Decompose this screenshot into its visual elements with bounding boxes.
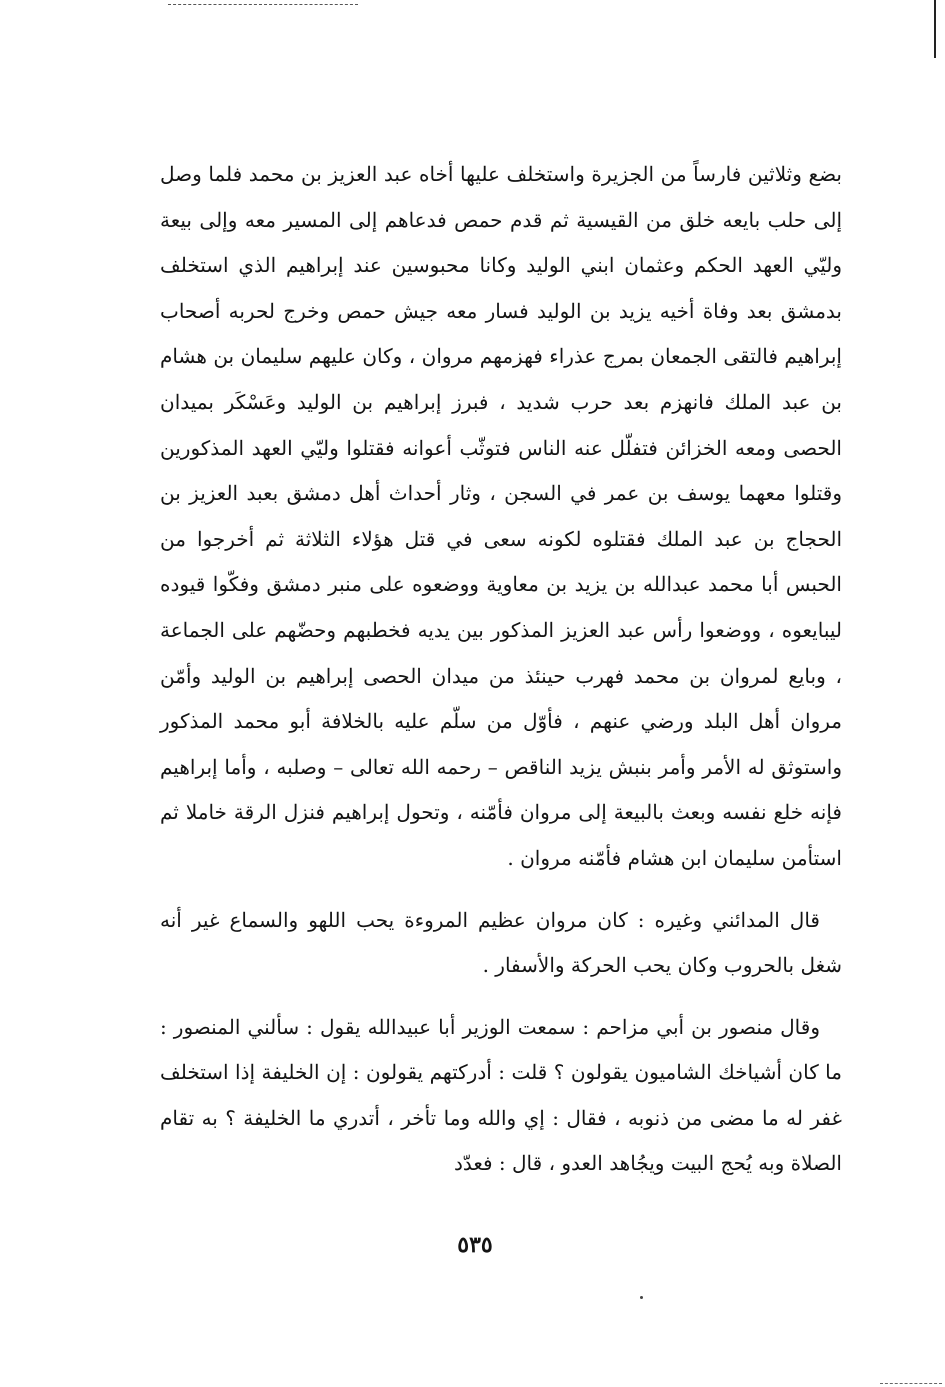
bottom-dashed-rule	[880, 1383, 942, 1384]
paragraph-2: قال المدائني وغيره : كان مروان عظيم المروءة يحب اللهو والسماع غير أنه شغل بالحروب وكان يحب الحركة والأسفار .	[160, 907, 842, 978]
page-body	[160, 152, 842, 1187]
print-speck	[640, 1296, 643, 1299]
top-dashed-rule	[168, 4, 358, 5]
page-edge-mark	[934, 0, 936, 58]
paragraph-1: بضع وثلاثين فارساً من الجزيرة واستخلف عليها أخاه عبد العزيز بن محمد فلما وصل إلى حلب بايعه خلق من القيسية ثم قدم حمص فدعاهم إلى المسير معه وإلى بيعة وليّي العهد الحكم وعثمان ابني الوليد وكانا محبوسين عند إبراهيم الذي استخلف بدمشق بعد وفاة أخيه يزيد بن الوليد فسار معه جيش حمص وخرج لحربه أصحاب إبراهيم فالتقى الجمعان بمرج عذراء فهزمهم مروان ، وكان عليهم سليمان بن هشام بن عبد الملك فانهزم بعد حرب شديد ، فبرز إبراهيم بن الوليد وعَسْكَر بميدان الحصى ومعه الخزائن فتفلّل عنه الناس فتوثّب أعوانه فقتلوا وليّي العهد المذكورين وقتلوا معهما يوسف بن عمر في السجن ، وثار أحداث أهل دمشق بعبد العزيز بن الحجاج بن عبد الملك فقتلوه لكونه سعى في قتل هؤلاء الثلاثة ثم أخرجوا من الحبس أبا محمد عبدالله بن يزيد بن معاوية ووضعوه على منبر دمشق وفكّوا قيوده ليبايعوه ، ووضعوا رأس عبد العزيز المذكور بين يديه فخطبهم وحضّهم على الجماعة ، وبايع لمروان بن محمد فهرب حينئذ من ميدان الحصى إبراهيم بن الوليد وأمّن مروان أهل البلد ورضي عنهم ، فأوّل من سلّم عليه بالخلافة أبو محمد المذكور واستوثق له الأمر وأمر بنبش يزيد الناقص – رحمه الله تعالى – وصلبه ، وأما إبراهيم فإنه خلع نفسه وبعث بالبيعة إلى مروان فأمّنه ، وتحول إبراهيم فنزل الرقة خاملا ثم استأمن سليمان ابن هشام فأمّنه مروان .	[160, 162, 842, 870]
page-number: ٥٣٥	[457, 1232, 493, 1258]
paragraph-3: وقال منصور بن أبي مزاحم : سمعت الوزير أبا عبيدالله يقول : سألني المنصور : ما كان أشياخك الشاميون يقولون ؟ قلت : أدركتهم يقولون : إن الخليفة إذا استخلف غفر له ما مضى من ذنوبه ، فقال : إي والله وما تأخر ، أتدري ما الخليفة ؟ به تقام الصلاة وبه يُحج البيت ويجُاهد العدو ، قال : فعدّد	[160, 1014, 842, 1176]
